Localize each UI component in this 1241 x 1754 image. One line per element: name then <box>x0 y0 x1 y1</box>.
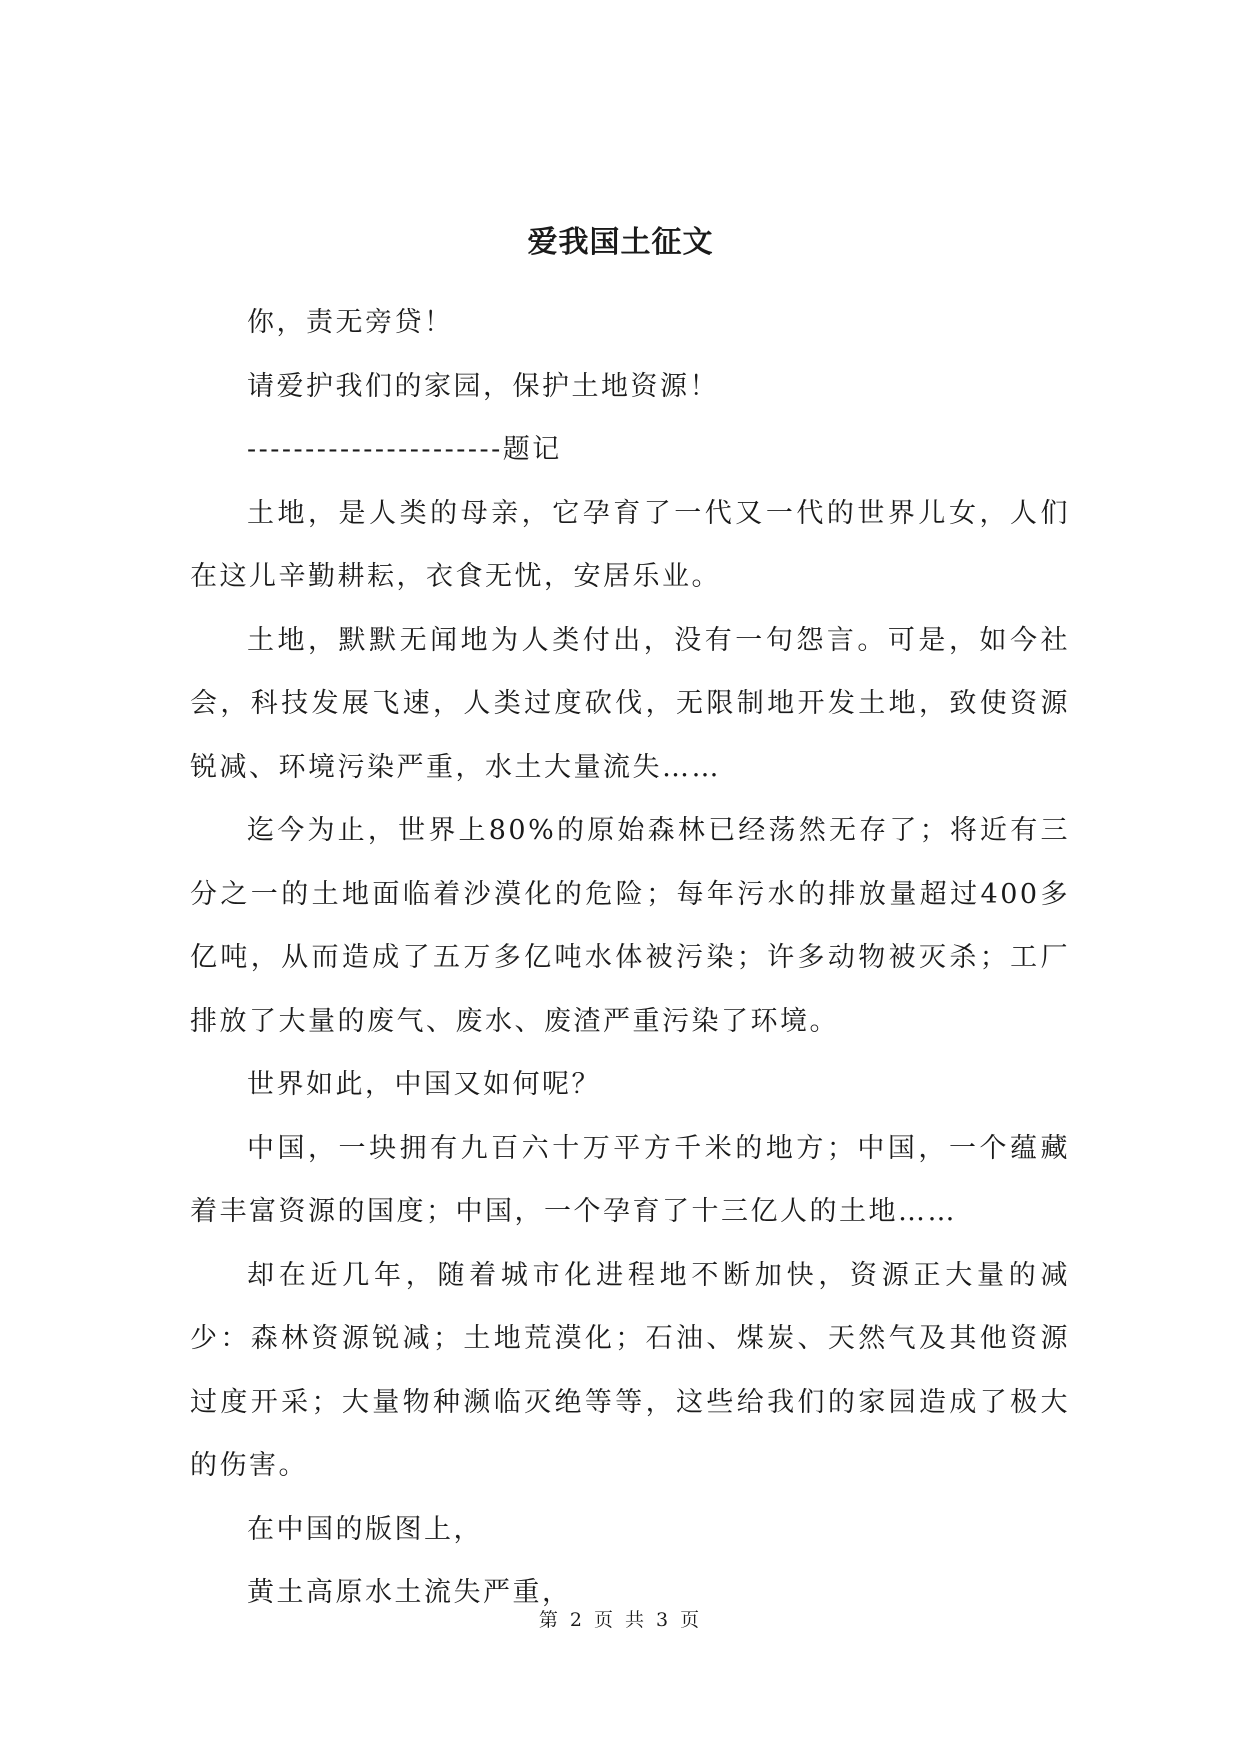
paragraph: 却在近几年，随着城市化进程地不断加快，资源正大量的减少：森林资源锐减；土地荒漠化；石油、煤炭、天然气及其他资源过度开采；大量物种濒临灭绝等等，这些给我们的家园造成了极大的伤害。 <box>190 1259 1070 1481</box>
paragraph: 土地，默默无闻地为人类付出，没有一句怨言。可是，如今社会，科技发展飞速，人类过度砍伐，无限制地开发土地，致使资源锐减、环境污染严重，水土大量流失…… <box>190 624 1070 783</box>
paragraph: 土地，是人类的母亲，它孕育了一代又一代的世界儿女，人们在这儿辛勤耕耘，衣食无忧，安居乐业。 <box>190 497 1070 592</box>
paragraph: 黄土高原水土流失严重， <box>247 1577 572 1608</box>
paragraph: 迄今为止，世界上80%的原始森林已经荡然无存了；将近有三分之一的土地面临着沙漠化的危险；每年污水的排放量超过400多亿吨，从而造成了五万多亿吨水体被污染；许多动物被灭杀；工厂排放了大量的废气、废水、废渣严重污染了环境。 <box>190 815 1070 1037</box>
paragraph: 世界如此，中国又如何呢？ <box>247 1069 601 1100</box>
document-body <box>190 291 1070 1625</box>
epigraph-attribution: ----------------------题记 <box>247 434 562 465</box>
document-title: 爱我国土征文 <box>527 225 714 260</box>
paragraph: 请爱护我们的家园，保护土地资源！ <box>247 370 719 402</box>
paragraph: 你，责无旁贷！ <box>247 307 454 338</box>
paragraph: 中国，一块拥有九百六十万平方千米的地方；中国，一个蕴藏着丰富资源的国度；中国，一个孕育了十三亿人的土地…… <box>190 1132 1070 1227</box>
paragraph: 在中国的版图上， <box>247 1513 483 1545</box>
page-number-footer: 第 2 页 共 3 页 <box>538 1609 703 1631</box>
